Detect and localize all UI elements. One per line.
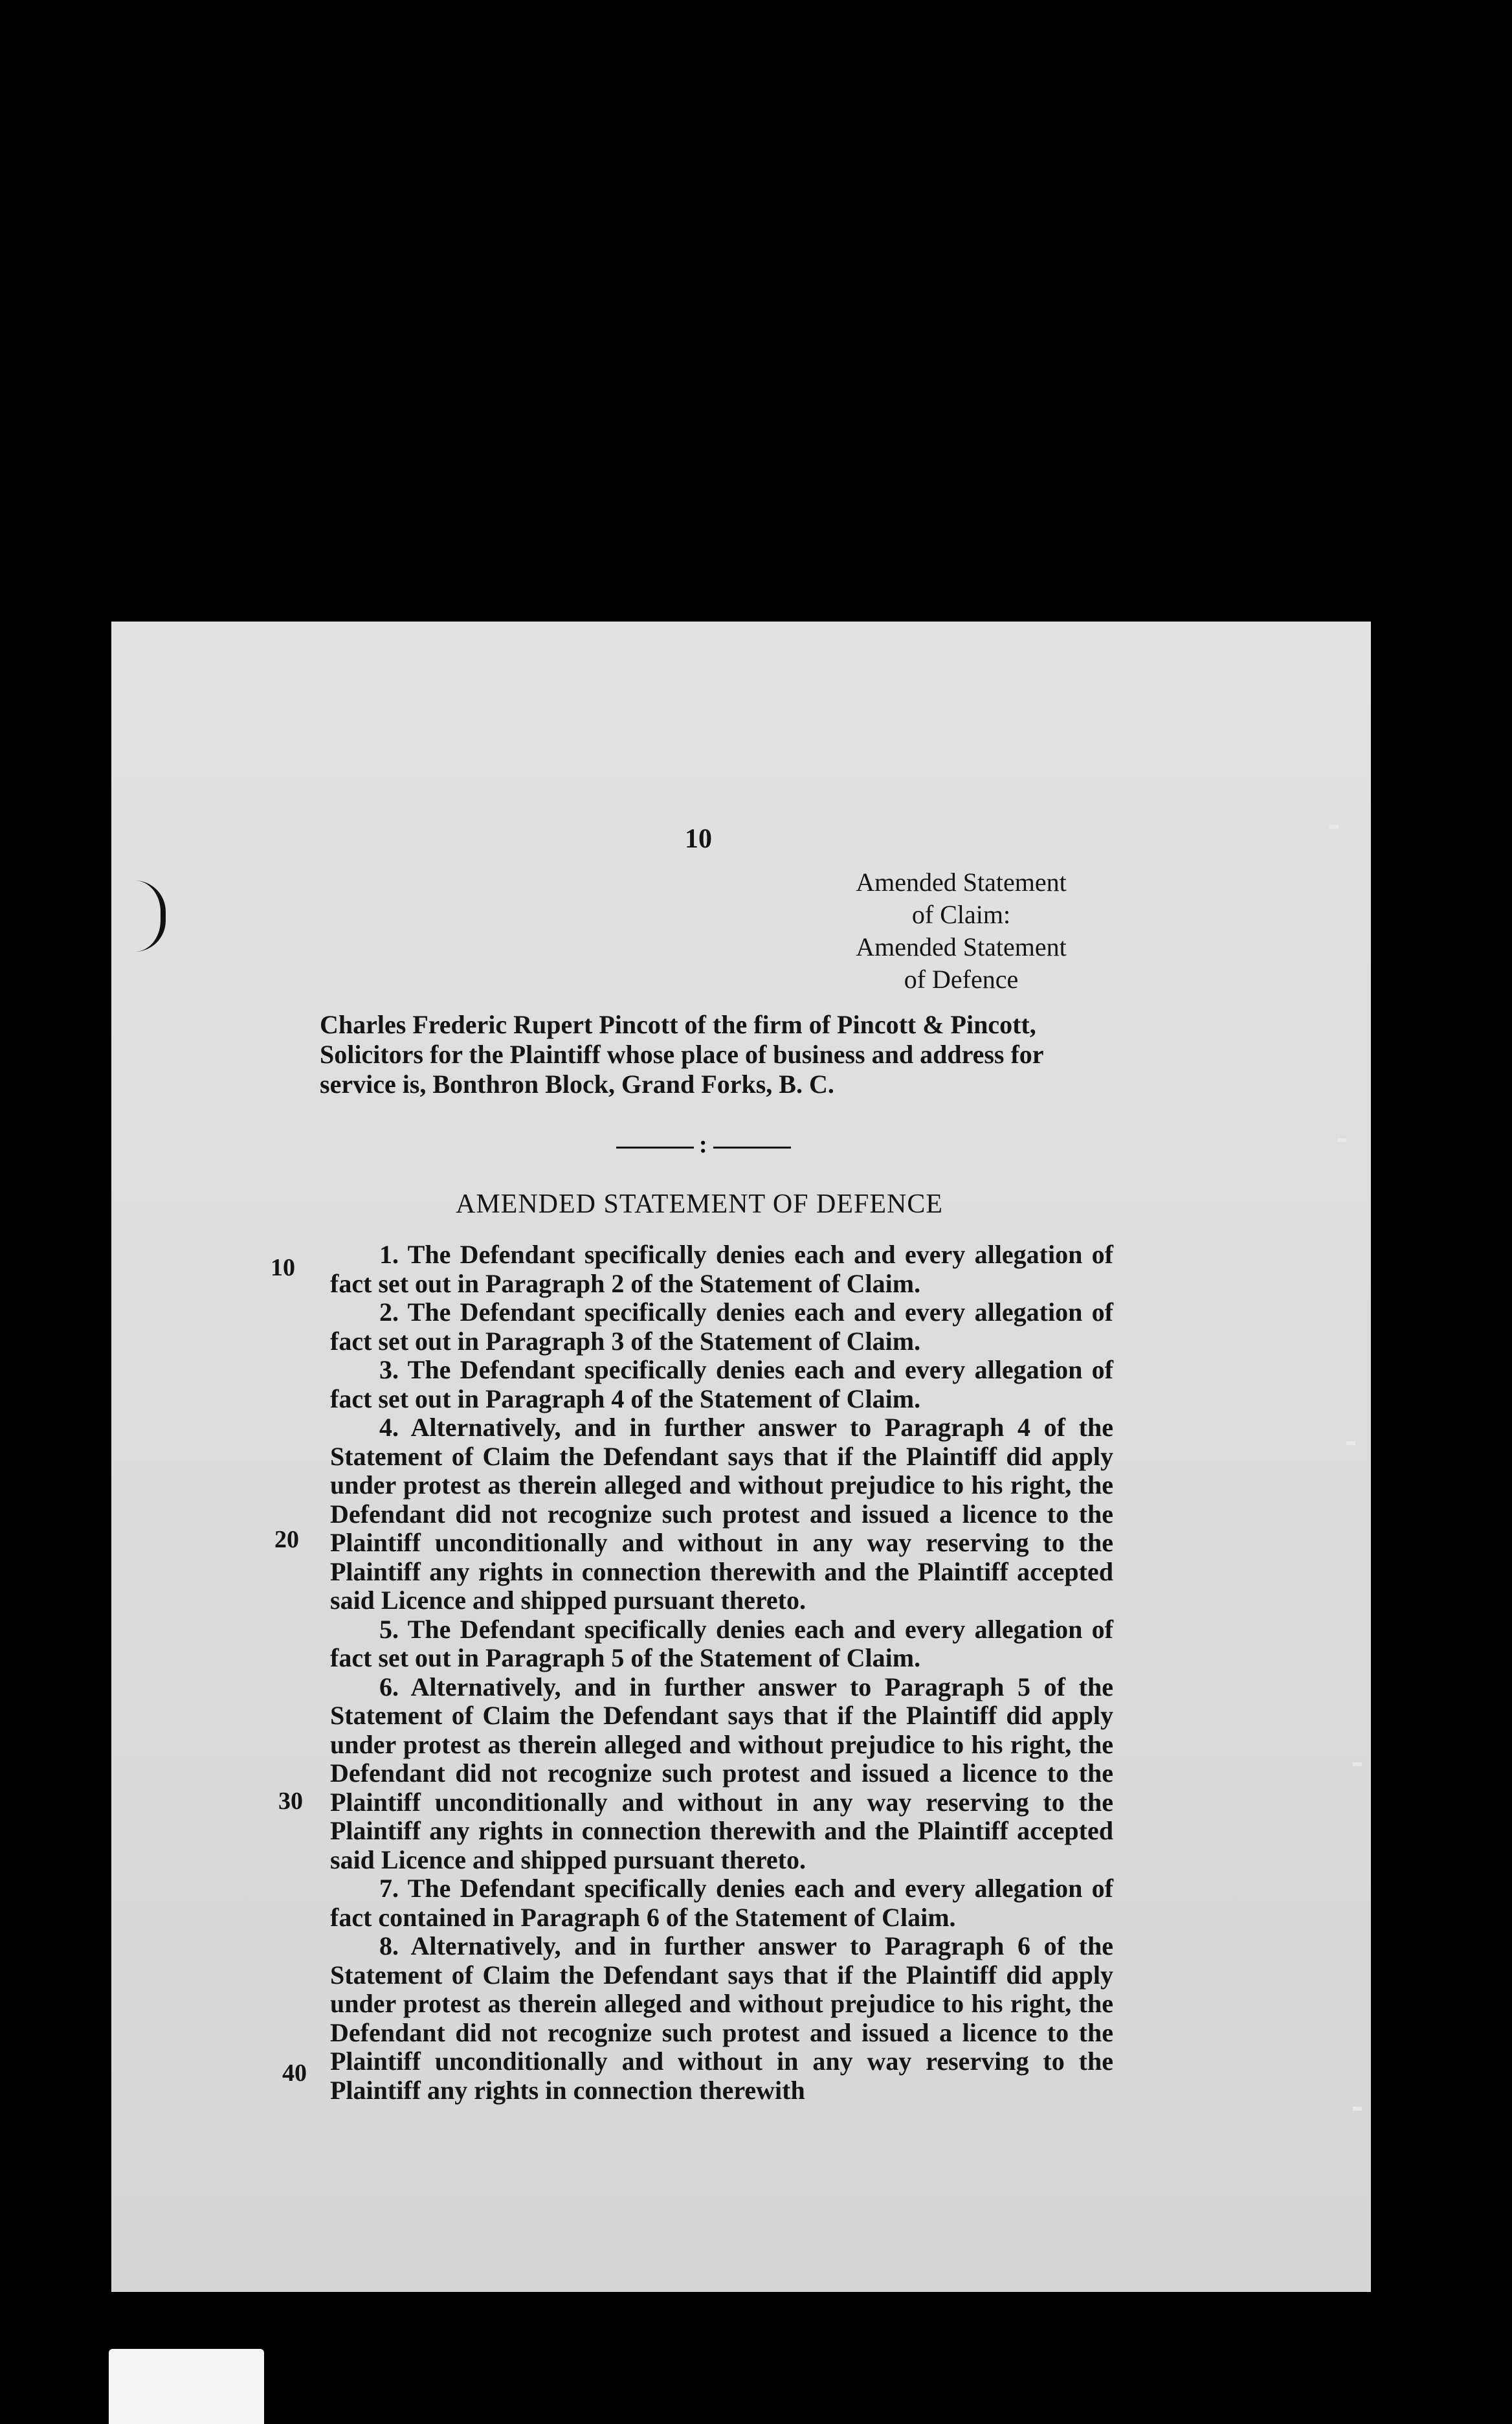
edge-tick-mark: [1337, 1138, 1346, 1142]
margin-line-number: 10: [271, 1254, 295, 1281]
margin-line-number: 30: [278, 1788, 303, 1815]
header-caption-line: Amended Statement: [856, 932, 1067, 961]
divider-rule: [616, 1147, 694, 1149]
header-caption-line: of Claim:: [911, 900, 1011, 929]
page-number: 10: [685, 824, 712, 854]
paragraph: 2. The Defendant specifically denies each and every allegation of fact set out in Paragraph 3 of the Statement of Claim.: [330, 1297, 1113, 1356]
header-caption-line: Amended Statement: [856, 868, 1067, 897]
paragraph: 3. The Defendant specifically denies each and every allegation of fact set out in Paragraph 4 of the Statement of Claim.: [330, 1355, 1113, 1413]
paragraph: 8. Alternatively, and in further answer to Paragraph 6 of the Statement of Claim the Defendant says that if the Plaintiff did apply under protest as therein alleged and without prejudice to his right, the Defendant did not recognize such protest and issued a licence to the Plaintiff unconditionally and without in any way reserving to the Plaintiff any rights in connection therewith: [330, 1931, 1113, 2105]
header-caption-line: of Defence: [904, 965, 1019, 994]
paragraph: 7. The Defendant specifically denies each and every allegation of fact contained in Paragraph 6 of the Statement of Claim.: [330, 1874, 1113, 1932]
section-heading: AMENDED STATEMENT OF DEFENCE: [456, 1189, 944, 1219]
divider-rule: [713, 1147, 791, 1149]
paragraph: 4. Alternatively, and in further answer to Paragraph 4 of the Statement of Claim the Defendant says that if the Plaintiff did apply under protest as therein alleged and without prejudice to his right, the Defendant did not recognize such protest and issued a licence to the Plaintiff unconditionally and without in any way reserving to the Plaintiff any rights in connection therewith and the Plaintiff accepted said Licence and shipped pursuant thereto.: [330, 1413, 1113, 1615]
section-divider: [616, 1131, 799, 1158]
solicitor-block: Charles Frederic Rupert Pincott of the firm of Pincott & Pincott, Solicitors for the Plaintiff whose place of business and address for service is, Bonthron Block, Grand Forks, B. C.: [320, 1010, 1043, 1099]
defence-body: [330, 1240, 1113, 2105]
margin-line-number: 20: [274, 1526, 299, 1553]
paragraph: 5. The Defendant specifically denies each and every allegation of fact set out in Paragraph 5 of the Statement of Claim.: [330, 1614, 1113, 1672]
edge-tick-mark: [1346, 1441, 1355, 1445]
blank-label-strip: [109, 2349, 264, 2424]
edge-tick-mark: [1353, 2107, 1362, 2111]
edge-tick-mark: [1329, 825, 1339, 829]
edge-tick-mark: [1353, 1762, 1362, 1766]
header-caption: [809, 866, 1113, 996]
paragraph: 6. Alternatively, and in further answer to Paragraph 5 of the Statement of Claim the Defendant says that if the Plaintiff did apply under protest as therein alleged and without prejudice to his right, the Defendant did not recognize such protest and issued a licence to the Plaintiff unconditionally and without in any way reserving to the Plaintiff any rights in connection therewith and the Plaintiff accepted said Licence and shipped pursuant thereto.: [330, 1672, 1113, 1874]
paragraph: 1. The Defendant specifically denies each and every allegation of fact set out in Paragraph 2 of the Statement of Claim.: [330, 1240, 1113, 1298]
margin-line-number: 40: [282, 2059, 307, 2087]
divider-colon: :: [699, 1131, 707, 1158]
